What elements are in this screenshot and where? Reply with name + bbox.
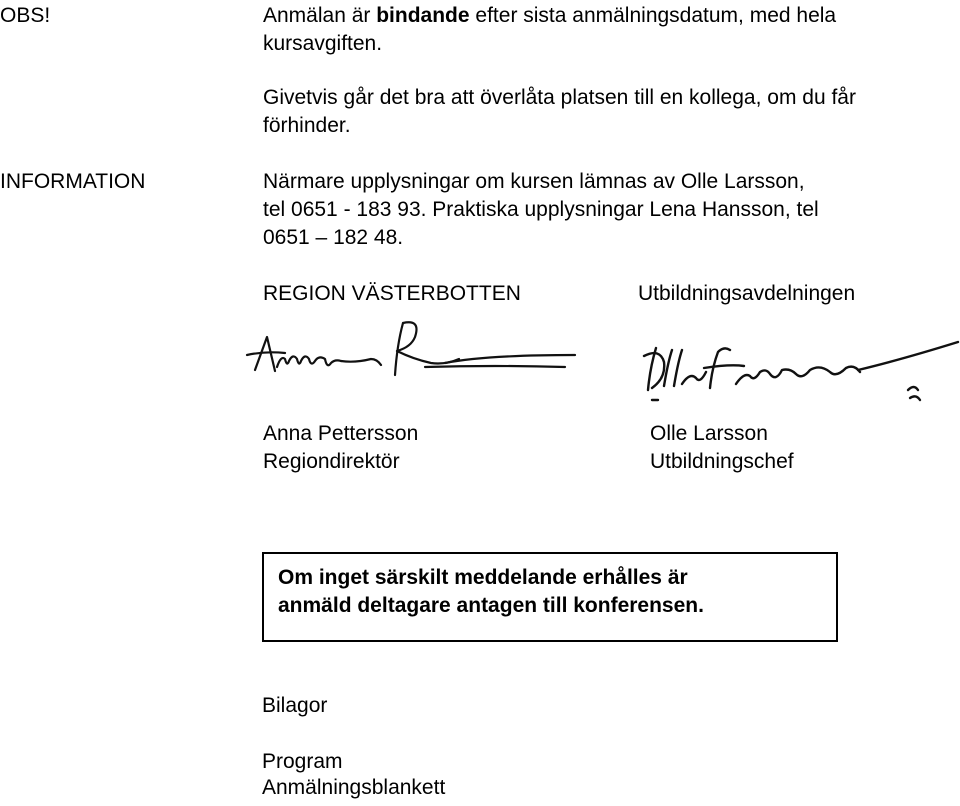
left-signer-title: Regiondirektör [263,450,400,473]
binding-paragraph [263,2,923,58]
region-org-label: REGION VÄSTERBOTTEN [263,282,521,305]
binding-text-end: efter sista anmälningsdatum, med hela kursavgiften. [263,4,837,55]
attachment-item-registration-form: Anmälningsblankett [262,776,446,799]
right-signer-title: Utbildningschef [650,450,794,473]
information-line-2: tel 0651 - 183 93. Praktiska upplysningar Lena Hansson, tel [263,198,819,221]
left-signature-image [245,315,585,390]
attachments-heading: Bilagor [262,694,328,717]
department-org-label: Utbildningsavdelningen [638,282,856,305]
information-label: INFORMATION [0,170,146,193]
notice-line-2: anmäld deltagare antagen till konferensen. [278,594,704,617]
left-signer-name: Anna Pettersson [263,422,419,445]
right-signature-image [640,328,960,413]
information-line-1: Närmare upplysningar om kursen lämnas av Olle Larsson, [263,170,805,193]
notice-line-1: Om inget särskilt meddelande erhålles är [278,566,688,589]
obs-label: OBS! [0,4,51,27]
right-signer-name: Olle Larsson [650,422,768,445]
information-line-3: 0651 – 182 48. [263,226,404,249]
binding-bold-word: bindande [376,4,470,27]
attachment-item-program: Program [262,750,343,773]
acceptance-notice-box [262,552,838,642]
transfer-paragraph: Givetvis går det bra att överlåta platsen till en kollega, om du får förhinder. [263,86,856,137]
binding-text-start: Anmälan är [263,4,377,27]
